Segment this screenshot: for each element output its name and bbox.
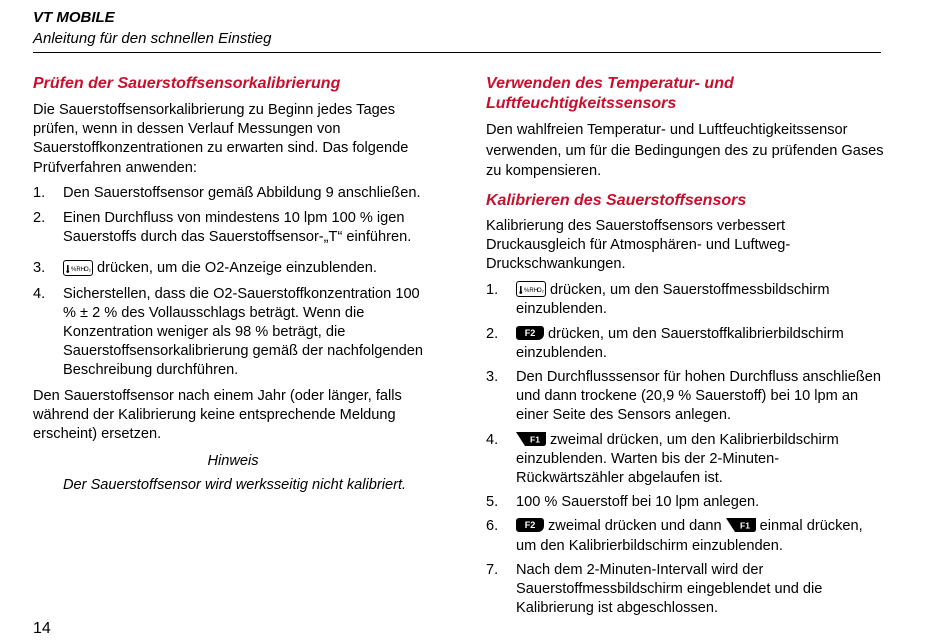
step-text: einmal drücken, um den Kalibrierbildschirm einzublenden. bbox=[516, 518, 863, 554]
intro-paragraph: Die Sauerstoffsensorkalibrierung zu Beginn jedes Tages prüfen, wenn in dessen Verlauf Messungen von Sauerstoffkonzentrationen zu erwarten sind. Das folgende Prüfverfahren anwenden: bbox=[33, 102, 409, 176]
step-text: Den Sauerstoffsensor gemäß Abbildung 9 anschließen. bbox=[63, 184, 421, 201]
list-item bbox=[33, 285, 433, 381]
section-heading-calibrate-oxygen: Kalibrieren des Sauerstoffsensors bbox=[486, 191, 747, 209]
step-number: 7. bbox=[486, 561, 499, 578]
section-heading-check-calibration: Prüfen der Sauerstoffsensorkalibrierung bbox=[33, 75, 341, 92]
calibration-steps-list bbox=[486, 281, 886, 618]
temperature-humidity-oxygen-key-icon bbox=[516, 281, 546, 297]
step-text: drücken, um die O2-Anzeige einzublenden. bbox=[97, 260, 377, 277]
temp-humidity-paragraph: Den wahlfreien Temperatur- und Luftfeuchtigkeitssensor verwenden, um für die Bedingungen des zu prüfenden Gases zu kompensieren. bbox=[486, 122, 884, 179]
section-heading-temp-humidity: Verwenden des Temperatur- und Luftfeuchtigkeitssensors bbox=[486, 75, 734, 112]
step-number: 4. bbox=[33, 285, 46, 302]
step-text: Einen Durchfluss von mindestens 10 lpm 100 % igen Sauerstoffs durch das Sauerstoffsensor-„T“ einführen. bbox=[63, 210, 412, 246]
f2-key-icon: F2 bbox=[516, 518, 544, 532]
list-item bbox=[486, 281, 886, 319]
step-number: 2. bbox=[33, 210, 46, 227]
temperature-humidity-oxygen-key-icon bbox=[63, 260, 93, 276]
step-text: Den Durchflusssensor für hohen Durchfluss anschließen und dann trockene (20,9 % Sauerstoff) bei 10 lpm an einer Seite des Sensors anlegen. bbox=[516, 368, 882, 424]
f2-key-icon: F2 bbox=[516, 326, 544, 340]
right-column bbox=[486, 74, 886, 618]
list-item bbox=[33, 184, 433, 203]
page-number: 14 bbox=[33, 620, 51, 637]
step-text: drücken, um den Sauerstoffkalibrierbildschirm einzublenden. bbox=[516, 325, 844, 361]
list-item bbox=[486, 517, 886, 555]
step-number: 3. bbox=[486, 368, 499, 385]
f1-key-icon bbox=[516, 432, 546, 446]
note-title: Hinweis bbox=[207, 453, 259, 470]
step-text: Nach dem 2-Minuten-Intervall wird der Sauerstoffmessbildschirm eingeblendet und die Kalibrierung ist abgeschlossen. bbox=[516, 561, 823, 617]
svg-text:%RH: %RH bbox=[71, 266, 86, 273]
list-item bbox=[486, 493, 886, 512]
step-text: zweimal drücken und dann bbox=[548, 518, 722, 535]
list-item bbox=[486, 561, 886, 619]
f1-key-icon bbox=[726, 518, 756, 532]
step-number: 3. bbox=[33, 260, 46, 277]
svg-text:F1: F1 bbox=[530, 434, 540, 445]
step-number: 1. bbox=[33, 184, 46, 201]
svg-text:O₂: O₂ bbox=[537, 288, 544, 295]
list-item bbox=[486, 431, 886, 489]
list-item bbox=[486, 368, 886, 426]
svg-text:O₂: O₂ bbox=[84, 266, 91, 273]
step-number: 2. bbox=[486, 325, 499, 342]
check-steps-list bbox=[33, 184, 433, 381]
list-item bbox=[33, 209, 433, 247]
replace-sensor-paragraph: Den Sauerstoffsensor nach einem Jahr (oder länger, falls während der Kalibrierung keine entsprechende Meldung erscheint) ersetzen. bbox=[33, 387, 402, 443]
left-column bbox=[33, 74, 433, 496]
calibration-paragraph: Kalibrierung des Sauerstoffsensors verbessert Druckausgleich für Atmosphären- und Luftweg-Druckschwankungen. bbox=[486, 217, 791, 272]
header-subtitle: Anleitung für den schnellen Einstieg bbox=[33, 30, 272, 47]
step-text: zweimal drücken, um den Kalibrierbildschirm einzublenden. Warten bis der 2-Minuten-Rückwärtszähler abgelaufen ist. bbox=[516, 431, 839, 486]
list-item bbox=[33, 259, 433, 278]
step-number: 5. bbox=[486, 494, 499, 511]
svg-text:F1: F1 bbox=[739, 520, 750, 531]
list-item bbox=[486, 325, 886, 363]
step-text: Sicherstellen, dass die O2-Sauerstoffkonzentration 100 % ± 2 % des Vollausschlags beträgt. Wenn die Konzentration weniger als 98 % beträgt, die Sauerstoffsensorkalibrierung gemäß der nachfolgenden Beschreibung durchführen. bbox=[63, 285, 423, 379]
note-text: Der Sauerstoffsensor wird werksseitig nicht kalibriert. bbox=[63, 477, 407, 494]
header-title: VT MOBILE bbox=[33, 9, 115, 26]
step-text: drücken, um den Sauerstoffmessbildschirm einzublenden. bbox=[516, 282, 830, 318]
step-number: 4. bbox=[486, 431, 499, 448]
header-rule bbox=[33, 52, 881, 53]
step-number: 6. bbox=[486, 518, 499, 535]
svg-text:%RH: %RH bbox=[524, 288, 539, 295]
step-number: 1. bbox=[486, 282, 499, 299]
step-text: 100 % Sauerstoff bei 10 lpm anlegen. bbox=[516, 494, 760, 511]
